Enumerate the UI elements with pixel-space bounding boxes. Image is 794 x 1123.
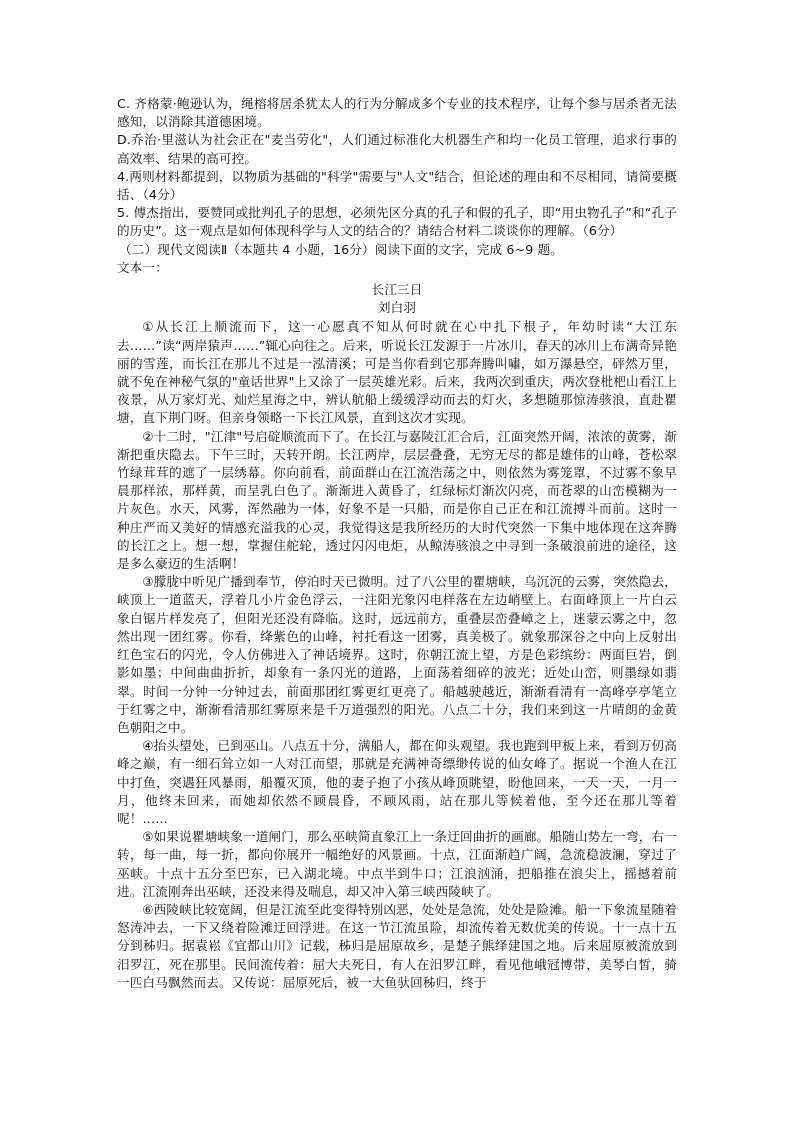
section-heading: （二）现代文阅读Ⅱ（本题共 4 小题，16分）阅读下面的文字，完成 6~9 题。 bbox=[119, 241, 564, 257]
article-author: 刘白羽 bbox=[377, 300, 417, 316]
paragraph-2: ②十二时，"江津"号启碇顺流而下了。在长江与嘉陵江汇合后，江面突然开阔，浓浓的黄雾，渐渐把重庆隐去。下午三时，天转开朗。长江两岸，层层叠叠，无穷无尽的都是雄伟的山峰，苍松翠竹绿茸茸的遮了一层绣幕。你向前看，前面群山在江流浩荡之中，则依然为雾笼罩，不过雾不象早晨那样浓，那样黄，而呈乳白色了。渐渐进入黄昏了，红绿标灯渐次闪亮，而苍翠的山峦模糊为一片灰色。水天，风雾，浑然融为一体，好象不是一只船，而是你自己正在和江流搏斗而前。这时一种庄严而又美好的情感充溢我的心灵，我觉得这是我所经历的大时代突然一下集中地体现在这奔腾的长江之上。想一想，掌握住舵轮，透过闪闪电炬，从鲸涛骇浪之中寻到一条破浪前进的途径，这是多么豪迈的生活啊！ bbox=[117, 428, 677, 572]
text-label: 文本一： bbox=[117, 259, 168, 275]
document-page bbox=[117, 95, 677, 992]
article-title: 长江三日 bbox=[371, 282, 423, 298]
question-5: 5. 傅杰指出，要赞同或批判孔子的思想，必须先区分真的孔子和假的孔子，即“用虫物孔子”和“孔子的历史”。这一观点是如何体现科学与人文的结合的？请结合材料二谈谈你的理解。（6分） bbox=[117, 205, 677, 239]
paragraph-4: ④抬头望处，已到巫山。八点五十分，满船人，都在仰头观望。我也跑到甲板上来，看到万仞高峰之巅，有一细石耸立如一人对江而望，那就是充满神奇缥缈传说的仙女峰了。据说一个渔人在江中打鱼，突遇狂风暴雨，船覆灭顶，他的妻子抱了小孩从峰顶眺望，盼他回来，一天一天，一月一月，他终未回来，而她却依然不顾晨昏，不顾风雨，站在那儿等候着他，至今还在那儿等着呢！…… bbox=[117, 738, 677, 826]
option-c: C. 齐格蒙·鲍逊认为，绳榕将居杀犹太人的行为分解成多个专业的技术程序，让每个参与居杀者无法感知，以消除其道德困境。 bbox=[117, 96, 677, 130]
paragraph-1: ①从长江上顺流而下，这一心愿真不知从何时就在心中扎下根子，年幼时读“大江东去……”读“两岸猿声……”辄心向往之。后来，听说长江发源于一片冰川，春天的冰川上布满奇异艳丽的雪莲，而长江在那儿不过是一泓清溪；可是当你看到它那奔腾叫嘯，如万瀑悬空，砰然万里，就不免在神秘气氛的"童话世界"上又涂了一层英雄光彩。后来，我两次到重庆，两次登枇杷山看江上夜景，从万家灯光、灿烂星海之中，辨认航船上缓缓浮动而去的灯火，多想随那惊涛骇浪，直赴瞿塘，直下荆门呀。但亲身领略一下长江风景，直到这次才实现。 bbox=[117, 319, 677, 426]
question-4: 4.两则材料都提到，以物质为基础的"科学"需要与"人文"结合，但论述的理由和不尽相同，请简要概括、（4分） bbox=[117, 168, 677, 203]
option-d: D.乔治·里滋认为社会正在"麦当劳化"，人们通过标准化大机器生产和均一化员工管理，追求行事的高效率、结果的高可控。 bbox=[117, 132, 677, 166]
paragraph-5: ⑤如果说瞿塘峡象一道闸门，那么巫峡简直象江上一条迂回曲折的画廊。船随山势左一弯，右一转，每一曲，每一折，都向你展开一幅绝好的风景画。十点，江面渐趋广阔，急流稳波澜，穿过了巫峡。十点十五分至巴东，已入湖北境。中点半到牛口；江浪汹涌，把船推在浪尖上，摇撼着前进。江流刚奔出巫峡，还没来得及喘息，却又冲入第三峡西陵峡了。 bbox=[117, 829, 677, 899]
paragraph-6: ⑥西陵峡比较宽阔，但是江流至此变得特别凶恶，处处是急流，处处是险滩。船一下象流星随着怒涛冲去，一下又绕着险滩迂回浮进。在这一节江流虽险，却流传着无数优美的传说。十一点十五分到秭归。据袁崧《宜都山川》记载，秭归是屈原故乡，是楚子熊绎建国之地。后来屈原被流放到汨罗江，死在那里。民间流传着：屈大夫死日，有人在汨罗江畔，看见他峨冠博带，美琴白皙，骑一匹白马飘然而去。又传说：屈原死后，被一大鱼驮回秭归，终于 bbox=[117, 901, 677, 990]
paragraph-3: ③朦胧中听见广播到奉节，停泊时天已微明。过了八公里的瞿塘峡，乌沉沉的云雾，突然隐去，峡顶上一道蓝天，浮着几小片金色浮云，一注阳光象闪电样落在左边峭壁上。右面峰顶上一片白云象白锯片样发亮了，但阳光还没有降临。这时，远远前方，重叠层峦叠嶂之上，迷蒙云雾之中，忽然出现一团红雾。你看，绛紫色的山峰，衬托看这一团雾，真美极了。就象那深谷之中向上反射出红色宝石的闪光，令人仿佛进入了神话境界。这时，你朝江流上望，方是色彩缤纷：两面巨岩，倒影如墨；中间曲曲折折，却象有一条闪光的道路，上面荡着细碎的波光；近处山峦，则墨绿如翡翠。时间一分钟一分钟过去，前面那团红雾更红更亮了。船越驶越近，渐渐看清有一高峰亭亭笔立于红雾之中，渐渐看清那红雾原来是千万道强烈的阳光。八点二十分，我们来到这一片晴朗的金黄色朝阳之中。 bbox=[117, 574, 677, 735]
